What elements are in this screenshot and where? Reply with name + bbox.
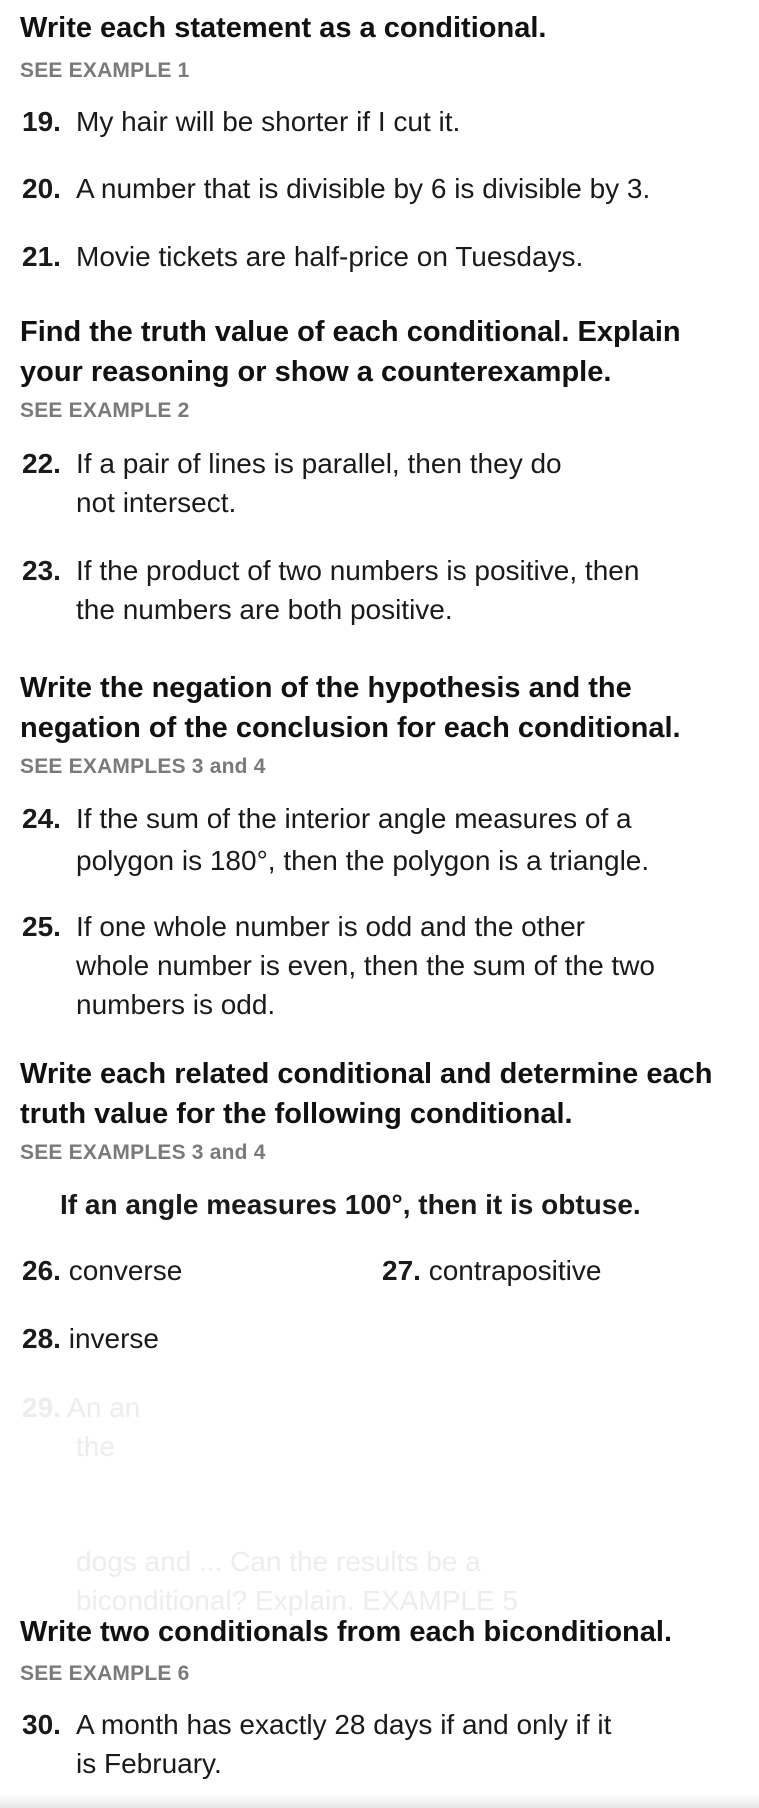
exercise-text: contrapositive <box>428 1255 602 1286</box>
exercise-27 <box>382 1251 601 1290</box>
exercise-number: 21. <box>22 241 61 272</box>
exercise-line: A month has exactly 28 days if and only if it <box>76 1709 612 1740</box>
section-heading-related-conditional <box>20 1054 745 1134</box>
exercise-text: A number that is divisible by 6 is divisible by 3. <box>76 173 651 204</box>
see-example-label: SEE EXAMPLE 1 <box>20 59 190 82</box>
exercise-21 <box>22 237 752 276</box>
exercise-23 <box>22 551 752 629</box>
exercise-number: 27. <box>382 1255 421 1286</box>
exercise-line: If the sum of the interior angle measures of a <box>76 803 632 834</box>
exercise-line: polygon is 180°, then the polygon is a triangle. <box>76 845 650 876</box>
exercise-20 <box>22 169 752 208</box>
exercise-line: dogs and ... Can the results be a <box>76 1546 481 1577</box>
exercise-29-faded <box>22 1388 722 1620</box>
see-example-label: SEE EXAMPLES 3 and 4 <box>20 755 266 778</box>
exercise-number: 24. <box>22 803 61 834</box>
section-heading-conditional: Write each statement as a conditional. <box>20 12 547 44</box>
given-conditional: If an angle measures 100°, then it is obtuse. <box>60 1189 641 1220</box>
exercise-28 <box>22 1319 159 1358</box>
exercise-line: not intersect. <box>76 487 237 518</box>
see-example-label: SEE EXAMPLE 2 <box>20 399 190 422</box>
exercise-text <box>76 907 752 1024</box>
exercise-line: numbers is odd. <box>76 989 276 1020</box>
heading-line: Write each related conditional and determine each <box>20 1058 713 1090</box>
exercise-text <box>76 1705 752 1783</box>
section-heading-negation <box>20 668 745 748</box>
heading-line: Write the negation of the hypothesis and the <box>20 672 632 704</box>
exercise-line: whole number is even, then the sum of the two <box>76 950 655 981</box>
exercise-30 <box>22 1705 752 1783</box>
heading-line: Find the truth value of each conditional. Explain <box>20 316 681 348</box>
page-bottom-shadow <box>0 1794 759 1808</box>
exercise-number: 22. <box>22 448 61 479</box>
heading-line: truth value for the following conditional. <box>20 1098 573 1130</box>
heading-line: your reasoning or show a counterexample. <box>20 356 612 388</box>
exercise-25 <box>22 907 752 1024</box>
exercise-text: inverse <box>68 1323 159 1354</box>
exercise-text <box>76 444 752 522</box>
exercise-number: 19. <box>22 106 61 137</box>
heading-line: negation of the conclusion for each conditional. <box>20 712 681 744</box>
exercise-26 <box>22 1251 182 1290</box>
exercise-line: is February. <box>76 1748 222 1779</box>
exercise-number: 30. <box>22 1709 61 1740</box>
exercise-line: If a pair of lines is parallel, then they do <box>76 448 562 479</box>
exercise-24 <box>22 799 752 880</box>
exercise-number: 20. <box>22 173 61 204</box>
exercise-number: 28. <box>22 1323 61 1354</box>
exercise-line: the numbers are both positive. <box>76 594 453 625</box>
exercise-line: the <box>76 1431 115 1462</box>
exercise-text <box>76 799 752 880</box>
exercise-number: 26. <box>22 1255 61 1286</box>
see-example-label: SEE EXAMPLES 3 and 4 <box>20 1141 266 1164</box>
exercise-text <box>76 551 752 629</box>
exercise-number: 23. <box>22 555 61 586</box>
exercise-text: Movie tickets are half-price on Tuesdays. <box>76 241 584 272</box>
exercise-text: My hair will be shorter if I cut it. <box>76 106 461 137</box>
exercise-line: biconditional? Explain. EXAMPLE 5 <box>76 1585 519 1616</box>
exercise-19 <box>22 102 752 141</box>
exercise-line: If one whole number is odd and the other <box>76 911 586 942</box>
exercise-line: An an <box>67 1392 141 1423</box>
see-example-label: SEE EXAMPLE 6 <box>20 1662 190 1685</box>
section-heading-biconditional: Write two conditionals from each biconditional. <box>20 1616 673 1648</box>
exercise-22 <box>22 444 752 522</box>
section-heading-truth-value <box>20 312 745 392</box>
exercise-number: 29. <box>22 1392 61 1423</box>
exercise-number: 25. <box>22 911 61 942</box>
exercise-text: converse <box>68 1255 183 1286</box>
exercise-line: If the product of two numbers is positive, then <box>76 555 640 586</box>
